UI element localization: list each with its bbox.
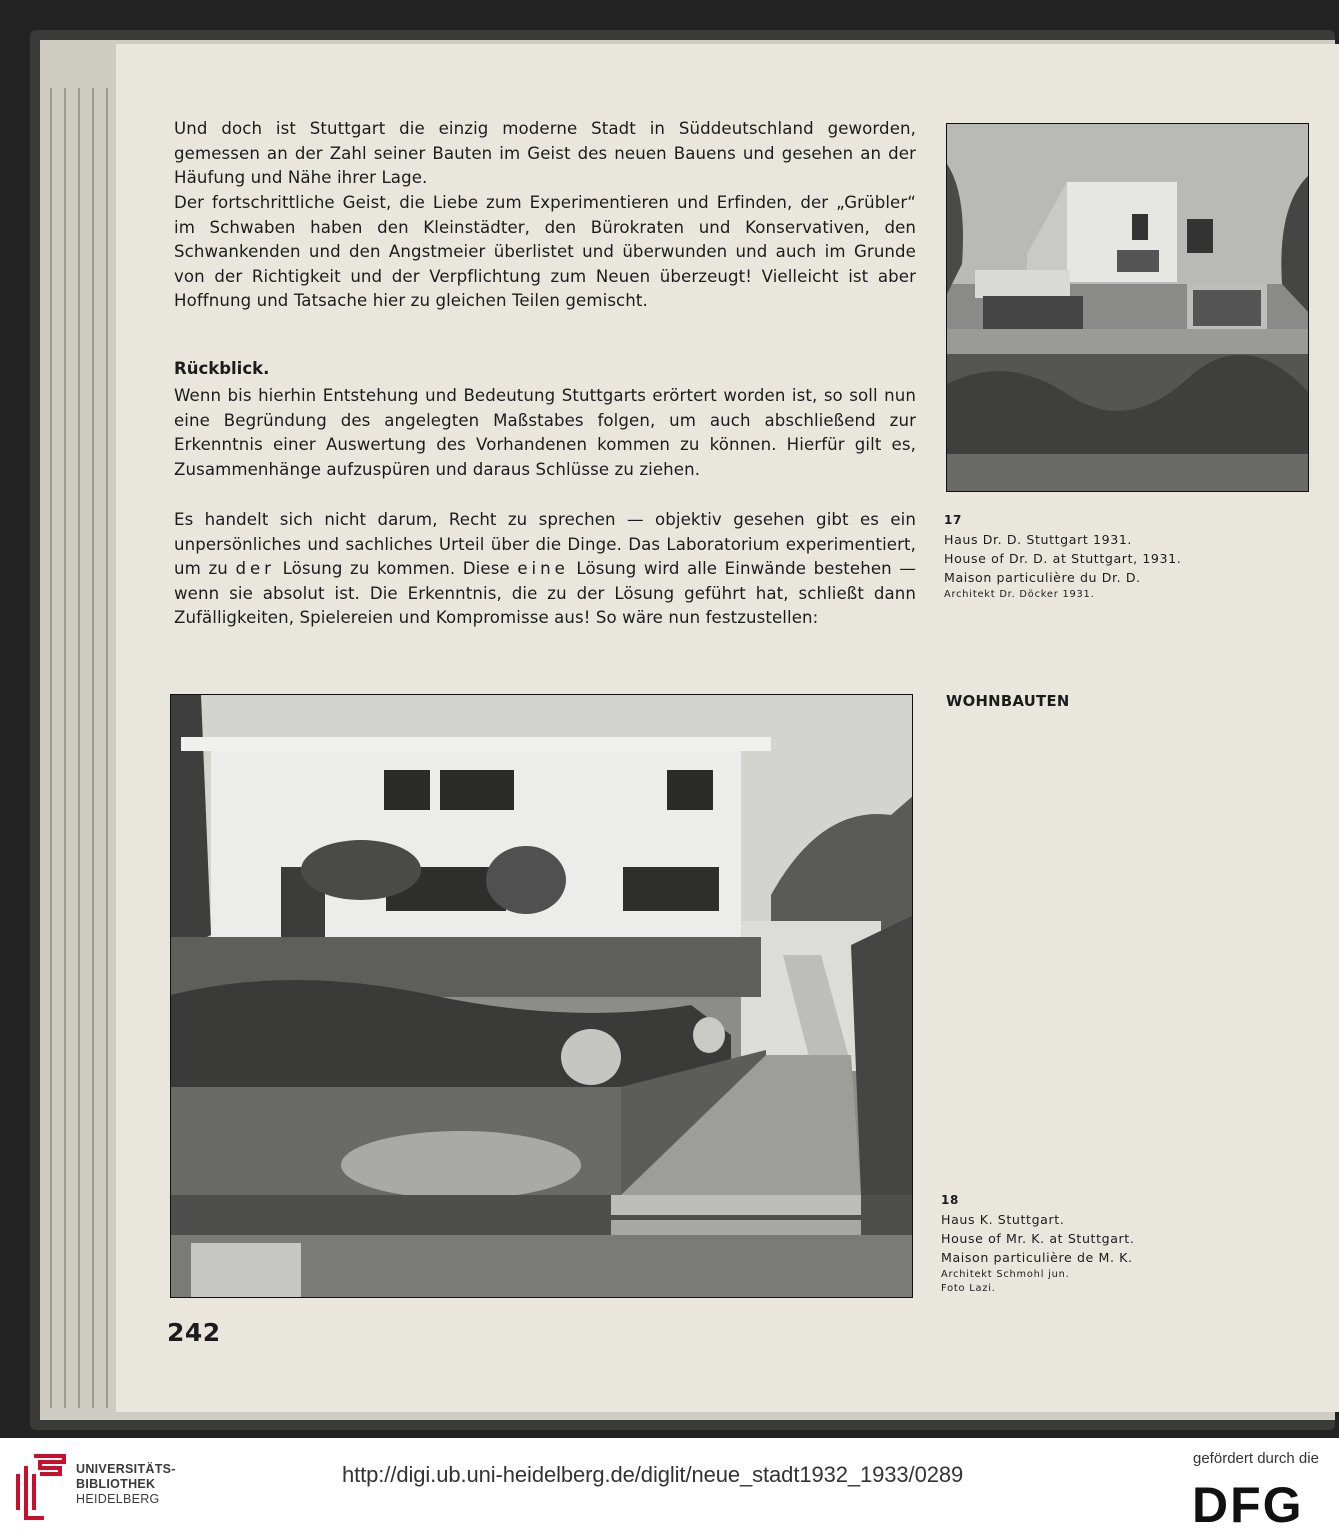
section-label-wohnbauten: WOHNBAUTEN	[946, 693, 1070, 710]
caption-18-photo-credit: Foto Lazi.	[941, 1283, 996, 1294]
paragraph-4-part-a: Es handelt sich nicht darum, Recht zu sprechen — objektiv gesehen gibt es ein unpersönliches und sachliches Urteil über die Dinge. Das Laboratorium experimentiert, um zu	[174, 510, 916, 579]
body-paragraph-4	[174, 508, 916, 631]
photo-haus-dr-d	[946, 123, 1309, 492]
paragraph-4-part-c: Lösung zu kommen. Diese	[282, 559, 510, 579]
caption-18-line-2: House of Mr. K. at Stuttgart.	[941, 1231, 1135, 1246]
funding-label: gefördert durch die	[1193, 1450, 1319, 1467]
page-edge-line	[106, 88, 108, 1408]
page-edge-line	[92, 88, 94, 1408]
caption-18-line-1: Haus K. Stuttgart.	[941, 1212, 1065, 1227]
caption-figure-17	[944, 510, 1181, 603]
library-line-1: UNIVERSITÄTS-	[76, 1462, 176, 1476]
figure-18-number: 18	[941, 1193, 959, 1207]
page-edge-line	[64, 88, 66, 1408]
caption-17-line-2: House of Dr. D. at Stuttgart, 1931.	[944, 551, 1182, 566]
library-line-3: HEIDELBERG	[76, 1492, 160, 1506]
permalink-url[interactable]: http://digi.ub.uni-heidelberg.de/diglit/neue_stadt1932_1933/0289	[342, 1462, 964, 1487]
viewer-footer	[0, 1438, 1339, 1536]
body-paragraph-1: Und doch ist Stuttgart die einzig moderne Stadt in Süddeutschland geworden, gemessen an der Zahl seiner Bauten im Geist des neuen Bauens und gesehen an der Häufung und Nähe ihrer Lage.	[174, 119, 916, 188]
body-paragraph-3: Wenn bis hierhin Entstehung und Bedeutung Stuttgarts erörtert worden ist, so soll nun eine Begründung des angelegten Maßstabes folgen, um auch abschließend zur Erkenntnis einer Auswertung des Vorhandenen kommen zu können. Hierfür gilt es, Zusammenhänge aufzuspüren und daraus Schlüsse zu ziehen.	[174, 386, 916, 479]
caption-17-architect: Architekt Dr. Döcker 1931.	[944, 589, 1095, 600]
body-paragraph-2: Der fortschrittliche Geist, die Liebe zum Experimentieren und Erfinden, der „Grübler“ im Schwaben haben den Kleinstädter, den Bürokraten und Konservativen, den Schwankenden und den Angstmeier überlistet und überwunden und auch im Grunde von der Richtigkeit und der Verpflichtung zum Neuen überzeugt! Vielleicht ist aber Hoffnung und Tatsache hier zu gleichen Teilen gemischt.	[174, 193, 916, 311]
emphasis-der: der	[235, 559, 276, 579]
figure-17-number: 17	[944, 513, 962, 527]
page-edge-line	[50, 88, 52, 1408]
page-number: 242	[167, 1318, 221, 1347]
university-library-name[interactable]	[76, 1462, 176, 1507]
university-library-logo-icon[interactable]	[14, 1452, 68, 1524]
page-edge-line	[78, 88, 80, 1408]
dfg-logo[interactable]: DFG	[1192, 1477, 1304, 1533]
caption-18-architect: Architekt Schmohl jun.	[941, 1269, 1070, 1280]
caption-figure-18	[941, 1190, 1134, 1297]
caption-17-line-3: Maison particulière du Dr. D.	[944, 570, 1141, 585]
photo-haus-k-drawing	[171, 695, 913, 1298]
caption-18-line-3: Maison particulière de M. K.	[941, 1250, 1133, 1265]
photo-haus-dr-d-drawing	[947, 124, 1309, 492]
section-heading: Rückblick.	[174, 359, 270, 378]
caption-17-line-1: Haus Dr. D. Stuttgart 1931.	[944, 532, 1133, 547]
emphasis-eine: eine	[517, 559, 569, 579]
photo-haus-k	[170, 694, 913, 1298]
paragraph-4-part-e: Lösung wird alle Einwände bestehen — wenn sie absolut ist. Die Erkenntnis, die zu der Lösung geführt hat, schließt dann Zufälligkeiten, Spielereien und Kompromisse aus! So wäre nun festzustellen:	[174, 559, 917, 628]
library-line-2: BIBLIOTHEK	[76, 1477, 156, 1491]
